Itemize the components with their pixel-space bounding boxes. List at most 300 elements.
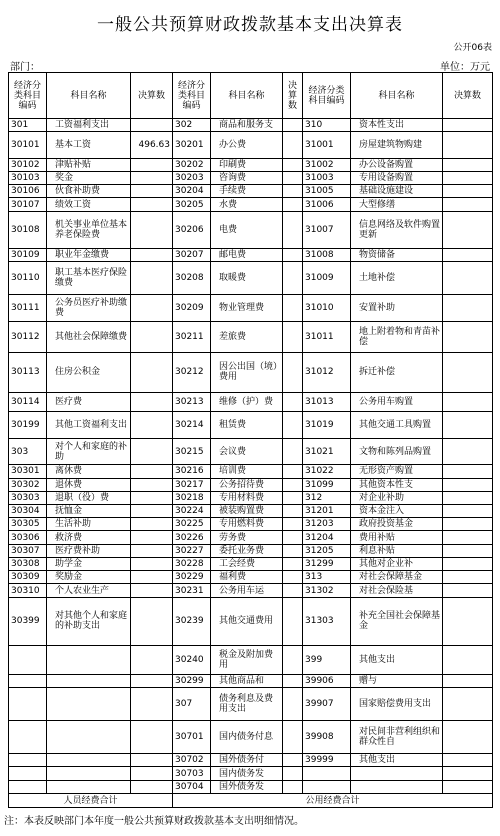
- name-cell: 大型修缮: [351, 198, 443, 211]
- code-cell: [9, 688, 47, 721]
- code-cell: 31021: [303, 438, 351, 464]
- code-cell: 30101: [9, 132, 47, 158]
- name-cell: 资本性支出: [351, 119, 443, 132]
- amount-cell: [131, 262, 173, 295]
- code-cell: 302: [173, 119, 211, 132]
- amount-cell: [443, 584, 493, 597]
- amount-cell: [131, 198, 173, 211]
- name-cell: 安置补助: [351, 295, 443, 321]
- amount-cell: [283, 198, 303, 211]
- name-cell: 职业年金缴费: [47, 249, 131, 262]
- name-cell: 其他交通工具购置: [351, 412, 443, 438]
- name-cell: 利息补贴: [351, 544, 443, 557]
- amount-cell: [283, 295, 303, 321]
- amount-cell: [131, 597, 173, 646]
- amount-cell: [443, 352, 493, 392]
- amount-cell: [131, 721, 173, 754]
- name-cell: 资本金注入: [351, 504, 443, 517]
- name-cell: 退职（役）费: [47, 491, 131, 504]
- name-cell: 生活补助: [47, 518, 131, 531]
- code-cell: 30199: [9, 412, 47, 438]
- name-cell: 邮电费: [211, 249, 283, 262]
- table-row: [9, 198, 493, 211]
- table-row: [9, 249, 493, 262]
- code-cell: 30205: [173, 198, 211, 211]
- code-cell: 30204: [173, 185, 211, 198]
- name-cell: 离休费: [47, 465, 131, 478]
- amount-cell: [283, 262, 303, 295]
- name-cell: 国内债务发: [211, 767, 283, 780]
- amount-cell: [131, 767, 173, 780]
- amount-cell: [443, 544, 493, 557]
- name-cell: 奖金: [47, 171, 131, 184]
- table-row: [9, 412, 493, 438]
- table-row: [9, 721, 493, 754]
- code-cell: 30209: [173, 295, 211, 321]
- code-cell: 30231: [173, 584, 211, 597]
- name-cell: 拆迁补偿: [351, 352, 443, 392]
- name-cell: 因公出国（境）费用: [211, 352, 283, 392]
- name-cell: 劳务费: [211, 531, 283, 544]
- name-cell: 国家赔偿费用支出: [351, 688, 443, 721]
- name-cell: 水费: [211, 198, 283, 211]
- amount-cell: [131, 185, 173, 198]
- name-cell: 对其他个人和家庭的补助支出: [47, 597, 131, 646]
- code-cell: 399: [303, 646, 351, 675]
- amount-cell: [283, 754, 303, 767]
- code-cell: [9, 767, 47, 780]
- code-cell: 31012: [303, 352, 351, 392]
- table-row: [9, 646, 493, 675]
- amount-cell: [443, 211, 493, 249]
- name-cell: [351, 767, 443, 780]
- code-cell: [9, 754, 47, 767]
- name-cell: 补充全国社会保障基金: [351, 597, 443, 646]
- code-cell: 30108: [9, 211, 47, 249]
- name-cell: 咨询费: [211, 171, 283, 184]
- table-row: [9, 171, 493, 184]
- header-amount: 决算数: [443, 73, 493, 119]
- code-cell: 30203: [173, 171, 211, 184]
- code-cell: 30399: [9, 597, 47, 646]
- table-row: [9, 688, 493, 721]
- code-cell: 30229: [173, 571, 211, 584]
- amount-cell: [283, 674, 303, 687]
- code-cell: 31002: [303, 158, 351, 171]
- footnote: 注：本表反映部门本年度一般公共预算财政拨款基本支出明细情况。: [4, 816, 304, 827]
- code-cell: 30217: [173, 478, 211, 491]
- code-cell: 30112: [9, 321, 47, 352]
- header-amount: 决算数: [131, 73, 173, 119]
- amount-cell: [283, 171, 303, 184]
- amount-cell: [443, 158, 493, 171]
- name-cell: 医疗费: [47, 392, 131, 412]
- expenditure-table: [8, 72, 493, 808]
- name-cell: 其他资本性支: [351, 478, 443, 491]
- name-cell: 住房公积金: [47, 352, 131, 392]
- code-cell: 30206: [173, 211, 211, 249]
- amount-cell: [443, 262, 493, 295]
- code-cell: 30202: [173, 158, 211, 171]
- name-cell: 基础设施建设: [351, 185, 443, 198]
- amount-cell: [443, 478, 493, 491]
- code-cell: 39999: [303, 754, 351, 767]
- name-cell: 救济费: [47, 531, 131, 544]
- name-cell: 其他交通费用: [211, 597, 283, 646]
- name-cell: 委托业务费: [211, 544, 283, 557]
- name-cell: 专用燃料费: [211, 518, 283, 531]
- code-cell: 31003: [303, 171, 351, 184]
- code-cell: [9, 646, 47, 675]
- amount-cell: [283, 119, 303, 132]
- amount-cell: [443, 491, 493, 504]
- amount-cell: [283, 158, 303, 171]
- amount-cell: [283, 688, 303, 721]
- name-cell: 公务员医疗补助缴费: [47, 295, 131, 321]
- name-cell: 租赁费: [211, 412, 283, 438]
- amount-cell: [443, 674, 493, 687]
- amount-cell: [283, 185, 303, 198]
- code-cell: 313: [303, 571, 351, 584]
- amount-cell: [283, 646, 303, 675]
- name-cell: 其他支出: [351, 646, 443, 675]
- amount-cell: [443, 504, 493, 517]
- code-cell: [9, 780, 47, 793]
- table-row: [9, 185, 493, 198]
- amount-cell: [131, 544, 173, 557]
- amount-cell: [131, 688, 173, 721]
- code-cell: 31005: [303, 185, 351, 198]
- amount-cell: [131, 392, 173, 412]
- code-cell: 31008: [303, 249, 351, 262]
- code-cell: [9, 674, 47, 687]
- name-cell: 福利费: [211, 571, 283, 584]
- name-cell: 职工基本医疗保险缴费: [47, 262, 131, 295]
- amount-cell: [131, 674, 173, 687]
- amount-cell: [283, 504, 303, 517]
- name-cell: 公务用车购置: [351, 392, 443, 412]
- name-cell: 信息网络及软件购置更新: [351, 211, 443, 249]
- code-cell: 30240: [173, 646, 211, 675]
- amount-cell: [443, 249, 493, 262]
- code-cell: 303: [9, 438, 47, 464]
- amount-cell: [443, 571, 493, 584]
- code-cell: 31299: [303, 557, 351, 570]
- table-row: [9, 119, 493, 132]
- amount-cell: [443, 597, 493, 646]
- totals-row: [9, 794, 493, 808]
- amount-cell: [443, 518, 493, 531]
- name-cell: 其他支出: [351, 754, 443, 767]
- name-cell: [47, 767, 131, 780]
- name-cell: 国外债务发: [211, 780, 283, 793]
- name-cell: 个人农业生产: [47, 584, 131, 597]
- amount-cell: [443, 646, 493, 675]
- amount-cell: [443, 531, 493, 544]
- amount-cell: [283, 721, 303, 754]
- name-cell: 基本工资: [47, 132, 131, 158]
- code-cell: 30102: [9, 158, 47, 171]
- code-cell: [303, 767, 351, 780]
- header-code: 经济分类科目编码: [303, 73, 351, 119]
- name-cell: 取暖费: [211, 262, 283, 295]
- name-cell: 对企业补助: [351, 491, 443, 504]
- unit-label: 单位：万元: [440, 62, 490, 73]
- amount-cell: [131, 438, 173, 464]
- code-cell: 30225: [173, 518, 211, 531]
- name-cell: 电费: [211, 211, 283, 249]
- code-cell: 30106: [9, 185, 47, 198]
- code-cell: 31007: [303, 211, 351, 249]
- amount-cell: [131, 754, 173, 767]
- amount-cell: [443, 295, 493, 321]
- code-cell: 30702: [173, 754, 211, 767]
- code-cell: 30208: [173, 262, 211, 295]
- amount-cell: [283, 352, 303, 392]
- table-row: [9, 132, 493, 158]
- table-row: [9, 780, 493, 793]
- code-cell: 31302: [303, 584, 351, 597]
- name-cell: [351, 780, 443, 793]
- code-cell: 30218: [173, 491, 211, 504]
- name-cell: 医疗费补助: [47, 544, 131, 557]
- code-cell: 30310: [9, 584, 47, 597]
- amount-cell: [443, 171, 493, 184]
- amount-cell: [443, 721, 493, 754]
- amount-cell: [283, 584, 303, 597]
- amount-cell: [283, 132, 303, 158]
- header-name: 科目名称: [47, 73, 131, 119]
- name-cell: 会议费: [211, 438, 283, 464]
- table-row: [9, 392, 493, 412]
- amount-cell: [283, 321, 303, 352]
- code-cell: 31099: [303, 478, 351, 491]
- amount-cell: [443, 465, 493, 478]
- amount-cell: [443, 132, 493, 158]
- code-cell: 31013: [303, 392, 351, 412]
- header-name: 科目名称: [351, 73, 443, 119]
- table-row: [9, 491, 493, 504]
- code-cell: 30307: [9, 544, 47, 557]
- table-row: [9, 531, 493, 544]
- name-cell: 专用材料费: [211, 491, 283, 504]
- table-row: [9, 295, 493, 321]
- amount-cell: [443, 557, 493, 570]
- code-cell: 30201: [173, 132, 211, 158]
- name-cell: 文物和陈列品购置: [351, 438, 443, 464]
- code-cell: 31001: [303, 132, 351, 158]
- code-cell: 30226: [173, 531, 211, 544]
- amount-cell: [443, 438, 493, 464]
- code-cell: 307: [173, 688, 211, 721]
- amount-cell: [131, 249, 173, 262]
- department-label: 部门：: [10, 62, 40, 73]
- amount-cell: [131, 211, 173, 249]
- name-cell: 差旅费: [211, 321, 283, 352]
- name-cell: 其他工资福利支出: [47, 412, 131, 438]
- name-cell: 工资福利支出: [47, 119, 131, 132]
- name-cell: 专用设备购置: [351, 171, 443, 184]
- code-cell: 30215: [173, 438, 211, 464]
- amount-cell: [283, 780, 303, 793]
- name-cell: 培训费: [211, 465, 283, 478]
- name-cell: 对社会保障基金: [351, 571, 443, 584]
- amount-cell: [131, 780, 173, 793]
- amount-cell: [131, 465, 173, 478]
- table-row: [9, 584, 493, 597]
- code-cell: [9, 721, 47, 754]
- name-cell: 政府投资基金: [351, 518, 443, 531]
- name-cell: 商品和服务支: [211, 119, 283, 132]
- amount-cell: [443, 321, 493, 352]
- code-cell: 31303: [303, 597, 351, 646]
- name-cell: 无形资产购置: [351, 465, 443, 478]
- amount-cell: [131, 158, 173, 171]
- code-cell: 31006: [303, 198, 351, 211]
- code-cell: 30114: [9, 392, 47, 412]
- name-cell: 公务用车运: [211, 584, 283, 597]
- name-cell: 债务利息及费用支出: [211, 688, 283, 721]
- name-cell: 奖励金: [47, 571, 131, 584]
- amount-cell: 496.63: [131, 132, 173, 158]
- table-row: [9, 211, 493, 249]
- table-row: [9, 478, 493, 491]
- header-amount: 决算数: [283, 73, 303, 119]
- code-cell: 31204: [303, 531, 351, 544]
- name-cell: 对个人和家庭的补助: [47, 438, 131, 464]
- table-row: [9, 571, 493, 584]
- amount-cell: [131, 504, 173, 517]
- table-row: [9, 352, 493, 392]
- name-cell: 物资储备: [351, 249, 443, 262]
- name-cell: 对民间非营利组织和群众性自: [351, 721, 443, 754]
- amount-cell: [283, 392, 303, 412]
- name-cell: 赠与: [351, 674, 443, 687]
- code-cell: 31201: [303, 504, 351, 517]
- code-cell: 30213: [173, 392, 211, 412]
- name-cell: 退休费: [47, 478, 131, 491]
- name-cell: 国外债务付: [211, 754, 283, 767]
- code-cell: 30701: [173, 721, 211, 754]
- code-cell: 30224: [173, 504, 211, 517]
- amount-cell: [131, 321, 173, 352]
- header-code: 经济分类科目编码: [173, 73, 211, 119]
- table-row: [9, 767, 493, 780]
- amount-cell: [443, 119, 493, 132]
- name-cell: 其他社会保障缴费: [47, 321, 131, 352]
- header-code: 经济分类科目编码: [9, 73, 47, 119]
- code-cell: 30306: [9, 531, 47, 544]
- code-cell: 31022: [303, 465, 351, 478]
- amount-cell: [131, 531, 173, 544]
- code-cell: 30309: [9, 571, 47, 584]
- name-cell: 绩效工资: [47, 198, 131, 211]
- name-cell: 被装购置费: [211, 504, 283, 517]
- name-cell: [47, 674, 131, 687]
- table-row: [9, 262, 493, 295]
- amount-cell: [131, 491, 173, 504]
- table-row: [9, 504, 493, 517]
- amount-cell: [131, 646, 173, 675]
- public-total-label: 公用经费合计: [173, 794, 493, 808]
- amount-cell: [131, 171, 173, 184]
- amount-cell: [283, 544, 303, 557]
- table-row: [9, 754, 493, 767]
- code-cell: 30303: [9, 491, 47, 504]
- code-cell: 31205: [303, 544, 351, 557]
- code-cell: 30239: [173, 597, 211, 646]
- name-cell: 抚恤金: [47, 504, 131, 517]
- code-cell: 312: [303, 491, 351, 504]
- code-cell: 31010: [303, 295, 351, 321]
- amount-cell: [283, 557, 303, 570]
- name-cell: [47, 754, 131, 767]
- amount-cell: [131, 584, 173, 597]
- name-cell: 助学金: [47, 557, 131, 570]
- name-cell: 工会经费: [211, 557, 283, 570]
- amount-cell: [283, 478, 303, 491]
- amount-cell: [443, 780, 493, 793]
- code-cell: 39907: [303, 688, 351, 721]
- code-cell: 30304: [9, 504, 47, 517]
- name-cell: 办公费: [211, 132, 283, 158]
- amount-cell: [131, 478, 173, 491]
- table-row: [9, 544, 493, 557]
- amount-cell: [443, 185, 493, 198]
- amount-cell: [443, 412, 493, 438]
- table-row: [9, 158, 493, 171]
- amount-cell: [283, 571, 303, 584]
- code-cell: 39908: [303, 721, 351, 754]
- name-cell: 费用补贴: [351, 531, 443, 544]
- page-title: 一般公共预算财政拨款基本支出决算表: [97, 15, 403, 35]
- name-cell: [47, 688, 131, 721]
- name-cell: 税金及附加费用: [211, 646, 283, 675]
- table-row: [9, 518, 493, 531]
- code-cell: [303, 780, 351, 793]
- code-cell: 30302: [9, 478, 47, 491]
- name-cell: 津贴补贴: [47, 158, 131, 171]
- name-cell: 印刷费: [211, 158, 283, 171]
- name-cell: 地上附着物和青苗补偿: [351, 321, 443, 352]
- name-cell: 机关事业单位基本养老保险费: [47, 211, 131, 249]
- name-cell: 房屋建筑物购建: [351, 132, 443, 158]
- code-cell: 31203: [303, 518, 351, 531]
- code-cell: 30103: [9, 171, 47, 184]
- code-cell: 30110: [9, 262, 47, 295]
- amount-cell: [443, 754, 493, 767]
- amount-cell: [283, 491, 303, 504]
- amount-cell: [131, 352, 173, 392]
- amount-cell: [283, 211, 303, 249]
- table-row: [9, 557, 493, 570]
- amount-cell: [283, 465, 303, 478]
- amount-cell: [283, 531, 303, 544]
- name-cell: 办公设备购置: [351, 158, 443, 171]
- table-row: [9, 321, 493, 352]
- amount-cell: [283, 249, 303, 262]
- personal-total-label: 人员经费合计: [9, 794, 173, 808]
- code-cell: 31011: [303, 321, 351, 352]
- amount-cell: [443, 767, 493, 780]
- amount-cell: [283, 597, 303, 646]
- name-cell: 土地补偿: [351, 262, 443, 295]
- code-cell: 31009: [303, 262, 351, 295]
- amount-cell: [443, 198, 493, 211]
- name-cell: [47, 780, 131, 793]
- amount-cell: [443, 688, 493, 721]
- name-cell: [47, 721, 131, 754]
